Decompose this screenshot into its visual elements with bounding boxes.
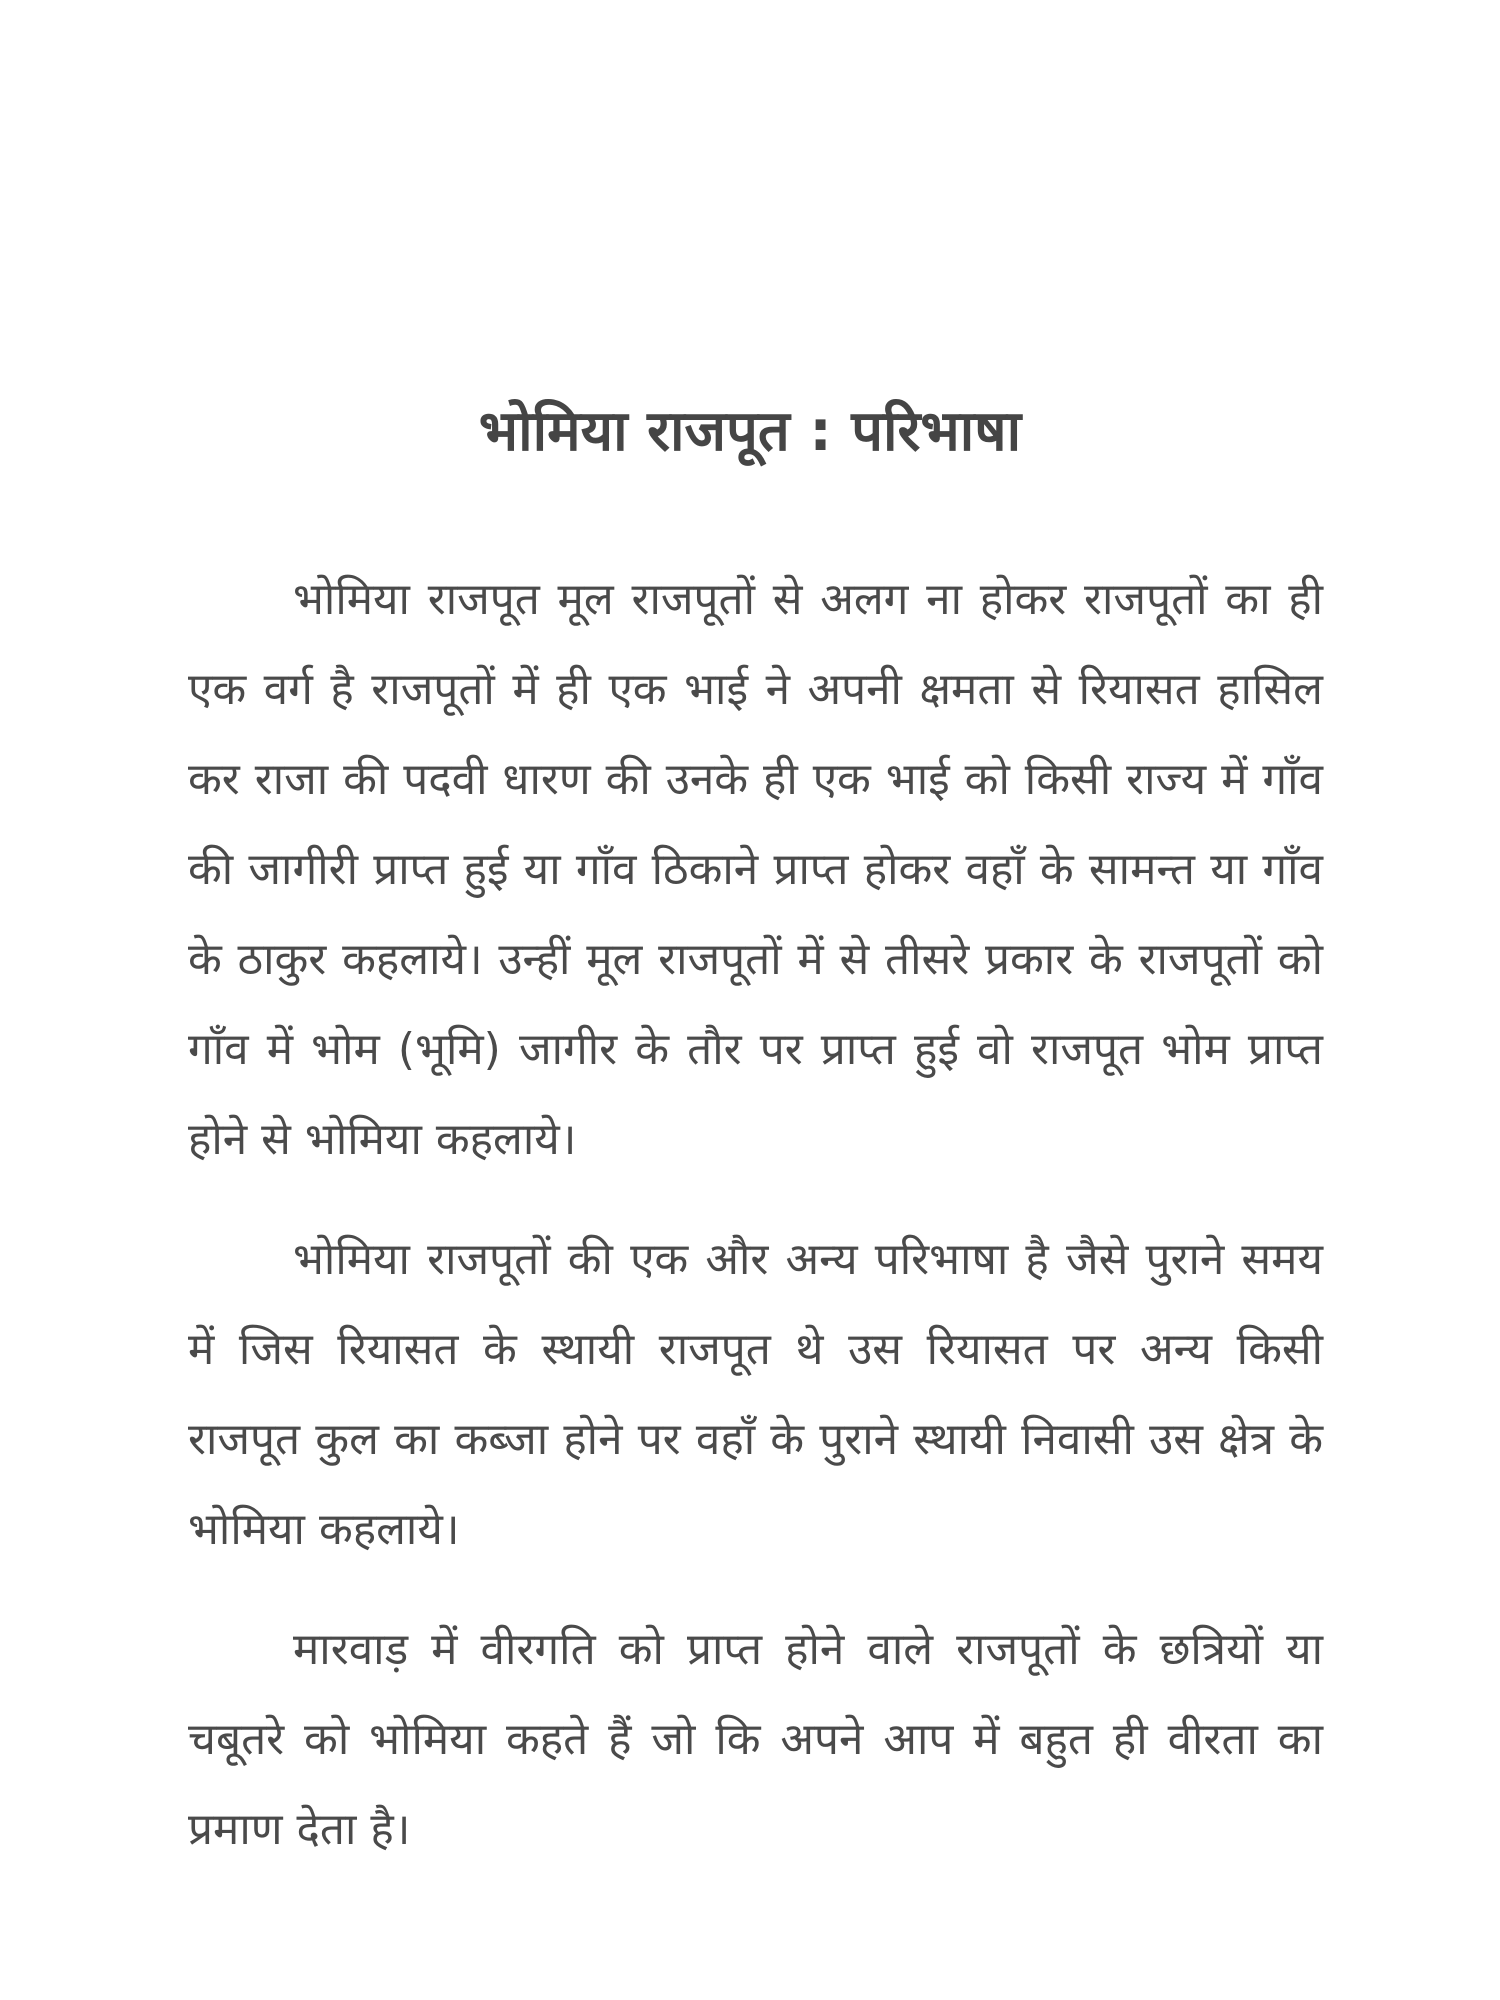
page-title: भोमिया राजपूत : परिभाषा — [478, 399, 1022, 464]
paragraph-definition-1: भोमिया राजपूत मूल राजपूतों से अलग ना होकर राजपूतों का ही एक वर्ग है राजपूतों में ही एक भाई ने अपनी क्षमता से रियासत हासिल कर राजा की पदवी धारण की उनके ही एक भाई को किसी राज्य में गाँव की जागीरी प्राप्त हुई या गाँव ठिकाने प्राप्त होकर वहाँ के सामन्त या गाँव के ठाकुर कहलाये। उन्हीं मूल राजपूतों में से तीसरे प्रकार के राजपूतों को गाँव में भोम (भूमि) जागीर के तौर पर प्राप्त हुई वो राजपूत भोम प्राप्त होने से भोमिया कहलाये। — [188, 574, 1323, 1165]
paragraph-definition-2: भोमिया राजपूतों की एक और अन्य परिभाषा है जैसे पुराने समय में जिस रियासत के स्थायी राजपूत थे उस रियासत पर अन्य किसी राजपूत कुल का कब्जा होने पर वहाँ के पुराने स्थायी निवासी उस क्षेत्र के भोमिया कहलाये। — [188, 1234, 1323, 1555]
paragraph-marwar: मारवाड़ में वीरगति को प्राप्त होने वाले राजपूतों के छत्रियों या चबूतरे को भोमिया कहते हैं जो कि अपने आप में बहुत ही वीरता का प्रमाण देता है। — [188, 1624, 1323, 1855]
